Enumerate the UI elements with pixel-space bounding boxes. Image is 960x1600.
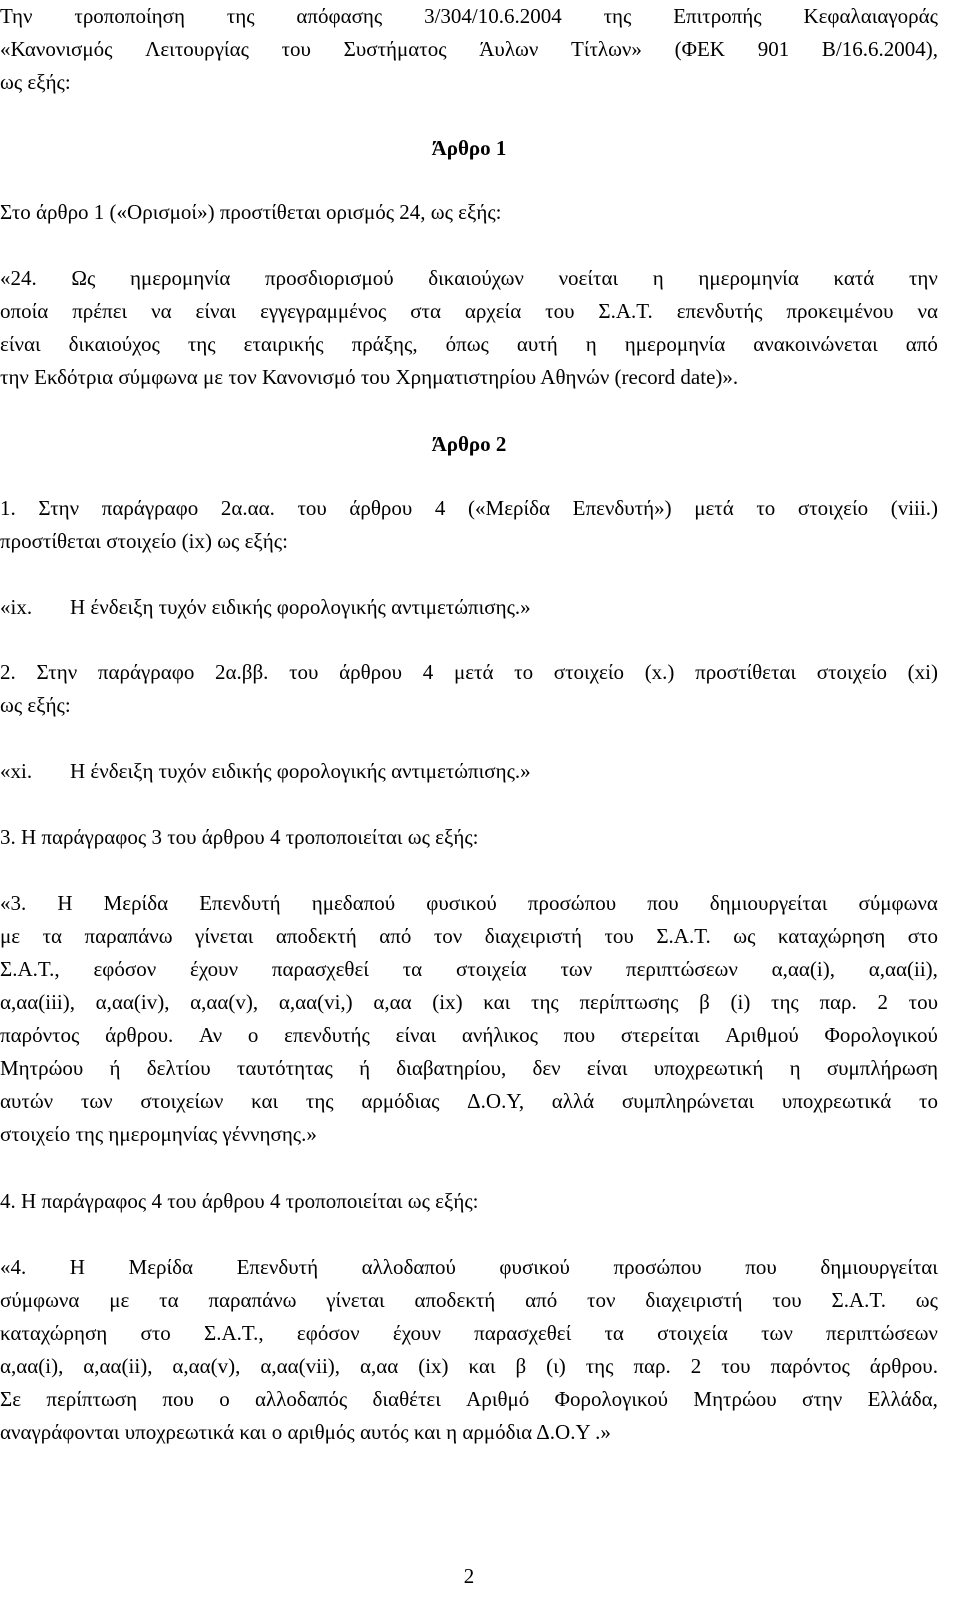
word: Επενδυτή»)	[572, 496, 672, 520]
word: φυσικού	[426, 891, 497, 915]
word: δικαιούχων	[428, 266, 524, 290]
word: με	[0, 924, 21, 948]
word: από	[379, 924, 412, 948]
word: αλλοδαπός	[255, 1387, 348, 1411]
word: παρ.	[819, 990, 857, 1014]
word: απόφασης	[296, 4, 383, 28]
word: των	[560, 957, 593, 981]
quote-line	[0, 1383, 938, 1416]
word: σύμφωνα	[858, 891, 938, 915]
article-2-paragraph-1	[0, 492, 938, 558]
word: τα	[42, 924, 63, 948]
word: 901	[757, 37, 790, 61]
word: α,αα(v),	[172, 1354, 241, 1378]
word: (viii.)	[890, 496, 938, 520]
word: διαθέτει	[372, 1387, 441, 1411]
word: Επενδυτή	[236, 1255, 319, 1279]
paragraph-line: ως εξής:	[0, 693, 71, 717]
word: η	[789, 1056, 801, 1080]
word: από	[905, 332, 938, 356]
word: Σ.Α.Τ.	[656, 924, 711, 948]
word: Σ.Α.Τ.,	[0, 957, 60, 981]
word: Την	[0, 4, 33, 28]
word: α,αα(ii),	[868, 957, 938, 981]
paragraph-line	[0, 492, 938, 525]
word: α,αα(iv),	[95, 990, 170, 1014]
word: 2	[877, 990, 888, 1014]
word: καταχώρηση	[777, 924, 886, 948]
word: 3/304/10.6.2004	[424, 4, 562, 28]
word: άρθρου.	[869, 1354, 938, 1378]
word: στοιχεία	[657, 1321, 728, 1345]
quote-line	[0, 920, 938, 953]
word: του	[721, 1354, 751, 1378]
word: 2α.ββ.	[215, 660, 269, 684]
word: Β/16.6.2004),	[821, 37, 938, 61]
word: από	[525, 1288, 558, 1312]
word: 2	[690, 1354, 702, 1378]
word: γίνεται	[195, 924, 254, 948]
word: προσδιορισμού	[265, 266, 394, 290]
word: α,αα(iii),	[0, 990, 75, 1014]
word: ανακοινώνεται	[753, 332, 878, 356]
word: αυτή	[516, 332, 558, 356]
article-2-paragraph-4: 4. Η παράγραφος 4 του άρθρου 4 τροποποιείται ως εξής:	[0, 1189, 479, 1213]
quote-line	[0, 1085, 938, 1118]
word: προκειμένου	[786, 299, 894, 323]
word: στοιχείο	[797, 496, 869, 520]
word: («Μερίδα	[468, 496, 551, 520]
word: τροποποίηση	[74, 4, 185, 28]
word: προσώπου	[613, 1255, 702, 1279]
word: αλλά	[551, 1089, 595, 1113]
word: α,αα(ii),	[83, 1354, 153, 1378]
word: 4	[422, 660, 434, 684]
word: της	[771, 990, 799, 1014]
word: α,αα(v),	[190, 990, 259, 1014]
word: 4	[434, 496, 446, 520]
word: τα	[604, 1321, 624, 1345]
word: αποδεκτή	[275, 924, 357, 948]
word: ημεδαπού	[311, 891, 396, 915]
word: των	[80, 1089, 113, 1113]
word: (x.)	[644, 660, 675, 684]
article-2-paragraph-2	[0, 656, 938, 722]
word: κατά	[833, 266, 875, 290]
word: αλλοδαπού	[361, 1255, 456, 1279]
word: της	[585, 1354, 614, 1378]
word: Σ.Α.Τ.,	[204, 1321, 264, 1345]
word: ή	[109, 1056, 121, 1080]
word: Σ.Α.Τ.	[598, 299, 653, 323]
word: της	[226, 4, 255, 28]
word: δεν	[532, 1056, 561, 1080]
word: συμπληρώνεται	[621, 1089, 755, 1113]
word: που	[162, 1387, 194, 1411]
item-ix-label: «ix.	[0, 595, 33, 619]
word: γίνεται	[326, 1288, 385, 1312]
word: Η	[57, 891, 73, 915]
word: ανήλικος	[461, 1023, 538, 1047]
word: αρχεία	[464, 299, 522, 323]
quote-line	[0, 887, 938, 920]
quote-line	[0, 986, 938, 1019]
word: α,αα(i),	[771, 957, 835, 981]
word: διαχειριστή	[645, 1288, 743, 1312]
definition-line	[0, 295, 938, 328]
word: Λειτουργίας	[145, 37, 249, 61]
word: περίπτωση	[46, 1387, 138, 1411]
word: Άυλων	[479, 37, 539, 61]
word: του	[289, 660, 319, 684]
word: καταχώρηση	[0, 1321, 108, 1345]
word: που	[563, 1023, 596, 1047]
word: «3.	[0, 891, 27, 915]
word: δημιουργείται	[709, 891, 828, 915]
item-ix-text: Η ένδειξη τυχόν ειδικής φορολογικής αντιμετώπισης.»	[70, 595, 531, 619]
word: και	[251, 1089, 279, 1113]
word: α,αα(i),	[0, 1354, 64, 1378]
word: ή	[359, 1056, 371, 1080]
word: της	[305, 1089, 334, 1113]
word: των	[761, 1321, 793, 1345]
quote-line	[0, 1251, 938, 1284]
word: 2.	[0, 660, 16, 684]
word: παράγραφο	[97, 660, 195, 684]
word: περιπτώσεων	[826, 1321, 938, 1345]
article-2-paragraph-3: 3. Η παράγραφος 3 του άρθρου 4 τροποποιείται ως εξής:	[0, 825, 479, 849]
word: το	[514, 660, 534, 684]
word: σύμφωνα	[0, 1288, 80, 1312]
word: δελτίου	[146, 1056, 211, 1080]
word: όπως	[445, 332, 489, 356]
word: Αριθμού	[725, 1023, 799, 1047]
word: περιπτώσεων	[625, 957, 738, 981]
word: ως	[915, 1288, 938, 1312]
word: συμπλήρωση	[826, 1056, 938, 1080]
word: στερείται	[620, 1023, 700, 1047]
definition-24	[0, 262, 938, 394]
word: (ΦΕΚ	[674, 37, 725, 61]
quote-line	[0, 953, 938, 986]
word: (ι)	[546, 1354, 566, 1378]
word: επενδυτής	[676, 299, 763, 323]
page-number: 2	[463, 1564, 475, 1588]
word: β	[515, 1354, 527, 1378]
word: «4.	[0, 1255, 27, 1279]
word: Ως	[71, 266, 96, 290]
word: τα	[159, 1288, 179, 1312]
word: αρμόδιας	[361, 1089, 440, 1113]
word: παραπάνω	[84, 924, 173, 948]
quote-line	[0, 1052, 938, 1085]
word: ημερομηνία	[624, 332, 726, 356]
word: παρ.	[633, 1354, 671, 1378]
word: με	[109, 1288, 130, 1312]
word: α,αα	[373, 990, 412, 1014]
word: του	[604, 924, 634, 948]
word: οποία	[0, 299, 49, 323]
word: το	[756, 496, 776, 520]
word: είναι	[0, 332, 41, 356]
word: του	[545, 299, 575, 323]
word: ταυτότητας	[236, 1056, 333, 1080]
word: έχουν	[392, 1321, 441, 1345]
word: στο	[140, 1321, 171, 1345]
word: άρθρου	[339, 660, 403, 684]
word: του	[297, 496, 327, 520]
word: παρόντος	[770, 1354, 850, 1378]
word: (xi)	[907, 660, 938, 684]
word: Φορολογικού	[824, 1023, 938, 1047]
word: του	[772, 1288, 802, 1312]
word: φυσικού	[499, 1255, 570, 1279]
word: διαχειριστή	[484, 924, 582, 948]
item-xi-text: Η ένδειξη τυχόν ειδικής φορολογικής αντιμετώπισης.»	[70, 759, 531, 783]
article-2-heading: Άρθρο 2	[431, 432, 507, 456]
word: που	[647, 891, 679, 915]
word: στοιχείο	[553, 660, 624, 684]
word: την	[908, 266, 938, 290]
word: να	[917, 299, 938, 323]
word: τον	[433, 924, 463, 948]
quote-line: αναγράφονται υποχρεωτικά και ο αριθμός αυτός και η αρμόδια Δ.Ο.Υ .»	[0, 1420, 611, 1444]
word: η	[652, 266, 664, 290]
word: προσώπου	[527, 891, 617, 915]
quote-paragraph-4	[0, 1251, 938, 1449]
word: εγγεγραμμένος	[260, 299, 387, 323]
word: (ix)	[432, 990, 463, 1014]
word: του	[281, 37, 311, 61]
word: η	[585, 332, 597, 356]
word: (i)	[730, 990, 751, 1014]
quote-paragraph-3	[0, 887, 938, 1151]
quote-line	[0, 1350, 938, 1383]
word: α,αα(vi,)	[278, 990, 353, 1014]
word: ο	[247, 1023, 259, 1047]
word: β	[699, 990, 710, 1014]
word: Συστήματος	[343, 37, 447, 61]
word: 2α.αα.	[220, 496, 275, 520]
word: επενδυτής	[284, 1023, 370, 1047]
word: Επιτροπής	[673, 4, 762, 28]
word: ημερομηνία	[129, 266, 231, 290]
item-xi-label: «xi.	[0, 759, 33, 783]
word: στοιχείο	[816, 660, 887, 684]
word: «Κανονισμός	[0, 37, 113, 61]
word: Η	[69, 1255, 85, 1279]
word: στην	[802, 1387, 843, 1411]
quote-line: στοιχείο της ημερομηνίας γέννησης.»	[0, 1122, 317, 1146]
word: παρόντος	[0, 1023, 80, 1047]
word: Φορολογικού	[554, 1387, 669, 1411]
word: αυτών	[0, 1089, 54, 1113]
article-1-lead: Στο άρθρο 1 («Ορισμοί») προστίθεται ορισμός 24, ως εξής:	[0, 200, 502, 224]
word: που	[745, 1255, 777, 1279]
word: Μερίδα	[128, 1255, 194, 1279]
word: Μερίδα	[103, 891, 169, 915]
definition-line: την Εκδότρια σύμφωνα με τον Κανονισμό του Χρηματιστηρίου Αθηνών (record date)».	[0, 365, 739, 389]
word: α,αα	[359, 1354, 399, 1378]
word: παραπάνω	[208, 1288, 297, 1312]
word: προστίθεται	[695, 660, 797, 684]
word: είναι	[586, 1056, 628, 1080]
word: Σε	[0, 1387, 22, 1411]
word: εταιρικής	[243, 332, 324, 356]
word: εφόσον	[93, 957, 157, 981]
word: τον	[587, 1288, 616, 1312]
word: αποδεκτή	[414, 1288, 496, 1312]
word: δικαιούχος	[68, 332, 160, 356]
word: Δ.Ο.Υ,	[467, 1089, 525, 1113]
word: στα	[410, 299, 441, 323]
intro-line: ως εξής:	[0, 70, 71, 94]
word: είναι	[395, 1023, 437, 1047]
word: παρασχεθεί	[474, 1321, 572, 1345]
word: άρθρου	[349, 496, 413, 520]
word: άρθρου.	[105, 1023, 174, 1047]
word: παρασχεθεί	[271, 957, 369, 981]
word: Στην	[38, 496, 80, 520]
word: έχουν	[190, 957, 239, 981]
word: Μητρώου	[693, 1387, 777, 1411]
intro-line	[0, 33, 938, 66]
intro-line	[0, 0, 938, 33]
word: στοιχείων	[140, 1089, 224, 1113]
word: της	[187, 332, 216, 356]
word: να	[151, 299, 172, 323]
word: υποχρεωτική	[653, 1056, 764, 1080]
word: Ελλάδα,	[867, 1387, 938, 1411]
word: πράξης,	[351, 332, 418, 356]
article-1-heading: Άρθρο 1	[431, 136, 507, 160]
word: α,αα(vii),	[260, 1354, 341, 1378]
word: της	[531, 990, 559, 1014]
word: Σ.Α.Τ.	[831, 1288, 886, 1312]
word: Επενδυτή	[199, 891, 281, 915]
word: στοιχεία	[455, 957, 527, 981]
word: Μητρώου	[0, 1056, 84, 1080]
word: Τίτλων»	[571, 37, 642, 61]
word: και	[483, 990, 511, 1014]
word: τα	[402, 957, 423, 981]
word: το	[919, 1089, 938, 1113]
word: ημερομηνία	[698, 266, 799, 290]
definition-line	[0, 328, 938, 361]
word: 1.	[0, 496, 16, 520]
word: στο	[907, 924, 938, 948]
word: υποχρεωτικά	[781, 1089, 892, 1113]
word: είναι	[195, 299, 237, 323]
definition-line	[0, 262, 938, 295]
word: του	[908, 990, 938, 1014]
word: ως	[733, 924, 756, 948]
word: της	[603, 4, 632, 28]
intro-paragraph	[0, 0, 938, 99]
word: νοείται	[558, 266, 619, 290]
word: διαβατηρίου,	[396, 1056, 507, 1080]
word: περίπτωσης	[579, 990, 679, 1014]
word: «24.	[0, 266, 37, 290]
word: παράγραφο	[101, 496, 199, 520]
word: εφόσον	[296, 1321, 360, 1345]
word: (ix)	[418, 1354, 449, 1378]
word: πρέπει	[72, 299, 128, 323]
word: Κεφαλαιαγοράς	[803, 4, 938, 28]
word: μετά	[453, 660, 494, 684]
word: μετά	[694, 496, 734, 520]
paragraph-line: προστίθεται στοιχείο (ix) ως εξής:	[0, 529, 288, 553]
word: Αν	[198, 1023, 223, 1047]
quote-line	[0, 1019, 938, 1052]
quote-line	[0, 1317, 938, 1350]
word: δημιουργείται	[820, 1255, 938, 1279]
word: Στην	[36, 660, 78, 684]
word: ο	[219, 1387, 230, 1411]
word: και	[468, 1354, 496, 1378]
item-ix	[0, 591, 938, 624]
quote-line	[0, 1284, 938, 1317]
paragraph-line	[0, 656, 938, 689]
word: Αριθμό	[466, 1387, 530, 1411]
item-xi	[0, 755, 938, 788]
